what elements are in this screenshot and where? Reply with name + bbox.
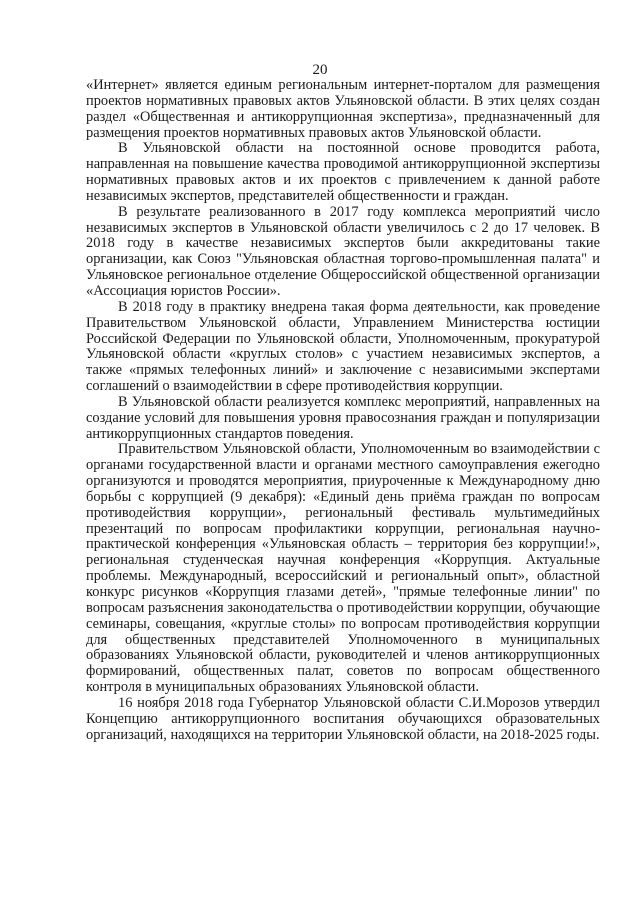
paragraph-independent-experts: В результате реализованного в 2017 году комплекса мероприятий число независимых экспертов в Ульяновской области увеличилось с 2 до 17 человек. В 2018 году в качестве независимых экспертов были аккредитованы такие организации, как Союз "Ульяновская областная торгово-промышленная палата" и Ульяновское региональное отделение Общероссийской общественной организации «Ассоциация юристов России».: [86, 203, 600, 299]
paragraph-anticorruption-day-events: Правительством Ульяновской области, Уполномоченным во взаимодействии с органами государственной власти и органами местного самоуправления ежегодно организуются и проводятся мероприятия, приуроченные к Международному дню борьбы с коррупцией (9 декабря): «Единый день приёма граждан по вопросам противодействия коррупции», региональный фестиваль мультимедийных презентаций по вопросам профилактики коррупции, региональная научно-практической конференция «Ульяновская область – территория без коррупции!», региональная студенческая научная конференция «Коррупция. Актуальные проблемы. Международный, всероссийский и региональный опыт», областной конкурс рисунков «Коррупция глазами детей», "прямые телефонные линии" по вопросам разъяснения законодательства о противодействии коррупции, обучающие семинары, совещания, «круглые столы» по вопросам противодействия коррупции для общественных представителей Уполномоченного в муниципальных образованиях Ульяновской области, руководителей и членов антикоррупционных формирований, общественных палат, советов по вопросам общественного контроля в муниципальных образованиях Ульяновской области.: [86, 441, 600, 696]
paragraph-round-tables: В 2018 году в практику внедрена такая форма деятельности, как проведение Правительством Ульяновской области, Управлением Министерства юстиции Российской Федерации по Ульяновской области, Уполномоченным, прокуратурой Ульяновской области «круглых столов» с участием независимых экспертов, а также «прямых телефонных линий» и заключение с независимыми экспертами соглашений о взаимодействии в сфере противодействия коррупции.: [86, 298, 600, 395]
document-body: [86, 78, 600, 743]
paragraph-internet-portal: «Интернет» является единым региональным интернет-порталом для размещения проектов нормативных правовых актов Ульяновской области. В этих целях создан раздел «Общественная и антикоррупционная экспертиза», предназначенный для размещения проектов нормативных правовых актов Ульяновской области.: [86, 77, 600, 141]
paragraph-legal-awareness: В Ульяновской области реализуется комплекс мероприятий, направленных на создание условий для повышения уровня правосознания граждан и популяризации антикоррупционных стандартов поведения.: [86, 393, 600, 442]
paragraph-expertise-work: В Ульяновской области на постоянной основе проводится работа, направленная на повышение качества проводимой антикоррупционной экспертизы нормативных правовых актов и их проектов с привлечением к данной работе независимых экспертов, представителей общественности и граждан.: [86, 140, 600, 204]
page-number: 20: [312, 62, 328, 78]
paragraph-education-concept: 16 ноября 2018 года Губернатор Ульяновской области С.И.Морозов утвердил Концепцию антикоррупционного воспитания обучающихся образовательных организаций, находящихся на территории Ульяновской области, на 2018-2025 годы.: [86, 694, 600, 743]
